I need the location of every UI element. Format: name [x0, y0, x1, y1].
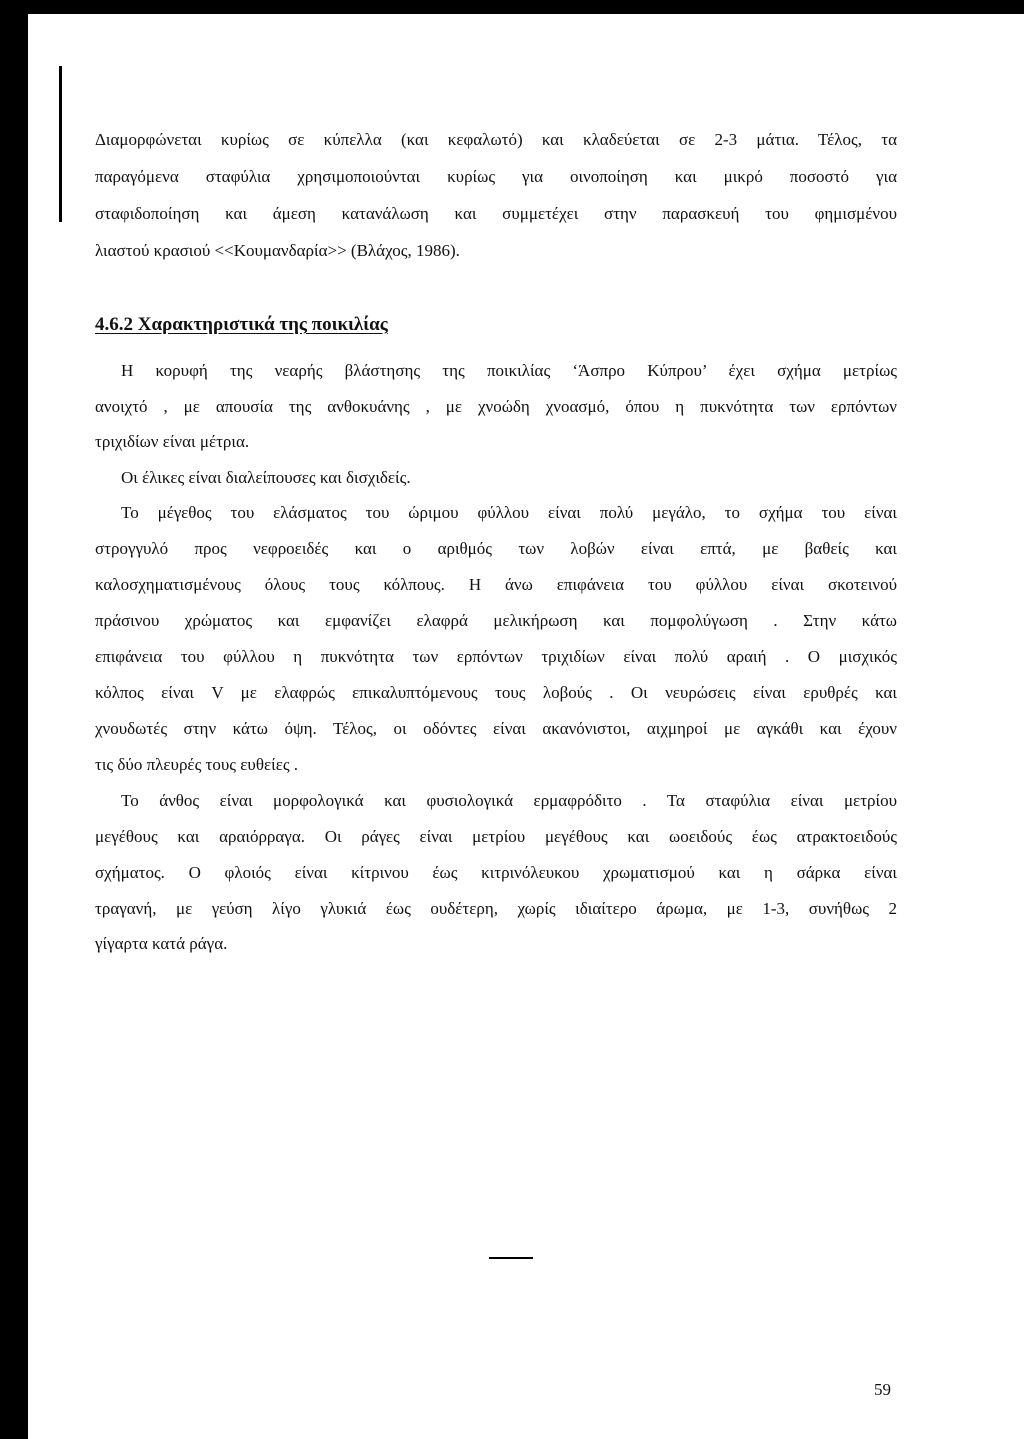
- intro-line-4: λιαστού κρασιού <<Κουμανδαρία>> (Βλάχος, 1986).: [95, 241, 460, 260]
- page-number: 59: [874, 1380, 891, 1399]
- document-page: [28, 14, 1024, 1439]
- flower-line-1: Το άνθος είναι μορφολογικά και φυσιολογικά ερμαφρόδιτο . Τα σταφύλια είναι μετρίου: [121, 791, 897, 810]
- leaf-line-1: Το μέγεθος του ελάσματος του ώριμου φύλλου είναι πολύ μεγάλο, το σχήμα του είναι: [121, 503, 897, 522]
- leaf-line-4: πράσινου χρώματος και εμφανίζει ελαφρά μελικήρωση και πομφολύγωση . Στην κάτω: [95, 611, 897, 630]
- intro-line-1: Διαμορφώνεται κυρίως σε κύπελλα (και κεφαλωτό) και κλαδεύεται σε 2-3 μάτια. Τέλος, τα: [95, 130, 897, 149]
- leaf-line-5: επιφάνεια του φύλλου η πυκνότητα των ερπόντων τριχιδίων είναι πολύ αραιή . Ο μισχικός: [95, 647, 897, 666]
- shoot-line-1: Η κορυφή της νεαρής βλάστησης της ποικιλίας ‘Άσπρο Κύπρου’ έχει σχήμα μετρίως: [121, 361, 897, 380]
- shoot-line-2: ανοιχτό , με απουσία της ανθοκυάνης , με χνοώδη χνοασμό, όπου η πυκνότητα των ερπόντων: [95, 397, 897, 416]
- flower-line-2: μεγέθους και αραιόρραγα. Οι ράγες είναι μετρίου μεγέθους και ωοειδούς έως ατρακτοειδούς: [95, 827, 897, 846]
- bottom-separator: [489, 1257, 533, 1259]
- flower-line-4: τραγανή, με γεύση λίγο γλυκιά έως ουδέτερη, χωρίς ιδιαίτερο άρωμα, με 1-3, συνήθως 2: [95, 899, 897, 918]
- leaf-line-6: κόλπος είναι V με ελαφρώς επικαλυπτόμενους τους λοβούς . Οι νευρώσεις είναι ερυθρές και: [95, 683, 897, 702]
- flower-line-5: γίγαρτα κατά ράγα.: [95, 934, 228, 953]
- flower-line-3: σχήματος. Ο φλοιός είναι κίτρινου έως κιτρινόλευκου χρωματισμού και η σάρκα είναι: [95, 863, 897, 882]
- leaf-line-3: καλοσχηματισμένους όλους τους κόλπους. Η άνω επιφάνεια του φύλλου είναι σκοτεινού: [95, 575, 897, 594]
- margin-line: [59, 66, 62, 222]
- leaf-line-7: χνουδωτές στην κάτω όψη. Τέλος, οι οδόντες είναι ακανόνιστοι, αιχμηροί με αγκάθι και έχουν: [95, 719, 897, 738]
- tendrils-line: Οι έλικες είναι διαλείπουσες και δισχιδείς.: [121, 468, 411, 487]
- leaf-line-2: στρογγυλό προς νεφροειδές και ο αριθμός των λοβών είναι επτά, με βαθείς και: [95, 539, 897, 558]
- leaf-line-8: τις δύο πλευρές τους ευθείες .: [95, 755, 299, 774]
- shoot-line-3: τριχιδίων είναι μέτρια.: [95, 432, 250, 451]
- section-heading: 4.6.2 Χαρακτηριστικά της ποικιλίας: [95, 314, 388, 335]
- intro-line-2: παραγόμενα σταφύλια χρησιμοποιούνται κυρίως για οινοποίηση και μικρό ποσοστό για: [95, 167, 897, 186]
- intro-line-3: σταφιδοποίηση και άμεση κατανάλωση και συμμετέχει στην παρασκευή του φημισμένου: [95, 204, 897, 223]
